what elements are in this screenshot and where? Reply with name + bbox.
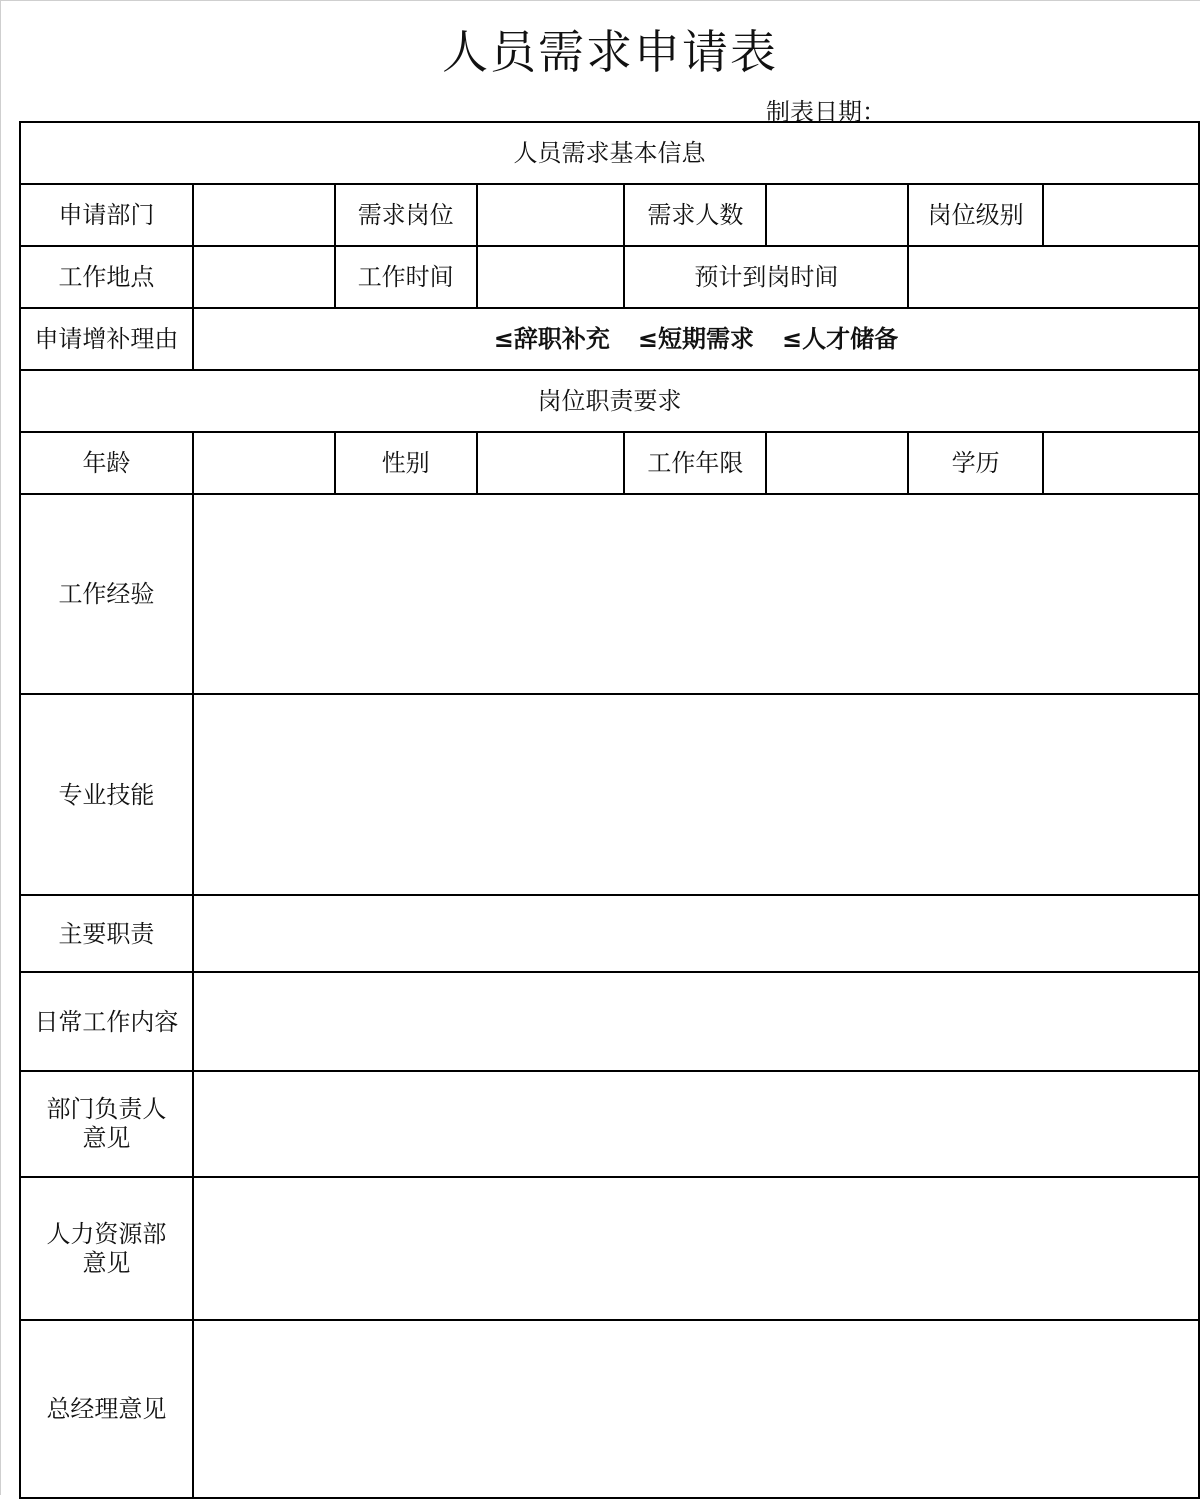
label-gm-opinion: 总经理意见: [20, 1320, 193, 1498]
field-work-time[interactable]: [477, 246, 625, 308]
field-gm-opinion[interactable]: [193, 1320, 1199, 1498]
label-hr-opinion: 人力资源部意见: [20, 1177, 193, 1320]
label-main-duties: 主要职责: [20, 895, 193, 972]
field-level[interactable]: [1043, 184, 1199, 246]
page-border-left: [0, 0, 1, 1495]
field-location[interactable]: [193, 246, 335, 308]
label-age: 年龄: [20, 432, 193, 494]
field-years[interactable]: [766, 432, 908, 494]
label-reason: 申请增补理由: [20, 308, 193, 370]
section-header-basic-info: 人员需求基本信息: [20, 122, 1199, 184]
field-daily-work[interactable]: [193, 972, 1199, 1071]
option-resignation-replacement[interactable]: ≤辞职补充: [493, 325, 610, 353]
field-headcount[interactable]: [766, 184, 908, 246]
field-education[interactable]: [1043, 432, 1199, 494]
label-gender: 性别: [335, 432, 477, 494]
field-position[interactable]: [477, 184, 625, 246]
field-department[interactable]: [193, 184, 335, 246]
label-education: 学历: [908, 432, 1043, 494]
label-arrival-time: 预计到岗时间: [624, 246, 908, 308]
field-experience[interactable]: [193, 494, 1199, 694]
label-skills: 专业技能: [20, 694, 193, 895]
label-experience: 工作经验: [20, 494, 193, 694]
option-talent-reserve[interactable]: ≤人才储备: [782, 325, 899, 353]
label-location: 工作地点: [20, 246, 193, 308]
field-gender[interactable]: [477, 432, 625, 494]
label-work-time: 工作时间: [335, 246, 477, 308]
form-date-label: 制表日期：: [766, 98, 886, 126]
option-short-term-need[interactable]: ≤短期需求: [637, 325, 754, 353]
label-daily-work: 日常工作内容: [20, 972, 193, 1071]
form-title: 人员需求申请表: [442, 25, 778, 79]
field-hr-opinion[interactable]: [193, 1177, 1199, 1320]
field-dept-head-opinion[interactable]: [193, 1071, 1199, 1177]
section-header-duty-requirements: 岗位职责要求: [20, 370, 1199, 432]
label-headcount: 需求人数: [624, 184, 766, 246]
field-skills[interactable]: [193, 694, 1199, 895]
field-age[interactable]: [193, 432, 335, 494]
label-level: 岗位级别: [908, 184, 1043, 246]
field-arrival-time[interactable]: [908, 246, 1199, 308]
label-years: 工作年限: [624, 432, 766, 494]
field-main-duties[interactable]: [193, 895, 1199, 972]
label-dept-head-opinion: 部门负责人意见: [20, 1071, 193, 1177]
reason-options: [193, 308, 1199, 370]
label-department: 申请部门: [20, 184, 193, 246]
page-border-top: [0, 0, 1200, 1]
label-position: 需求岗位: [335, 184, 477, 246]
requisition-form-table: [19, 121, 1200, 1499]
